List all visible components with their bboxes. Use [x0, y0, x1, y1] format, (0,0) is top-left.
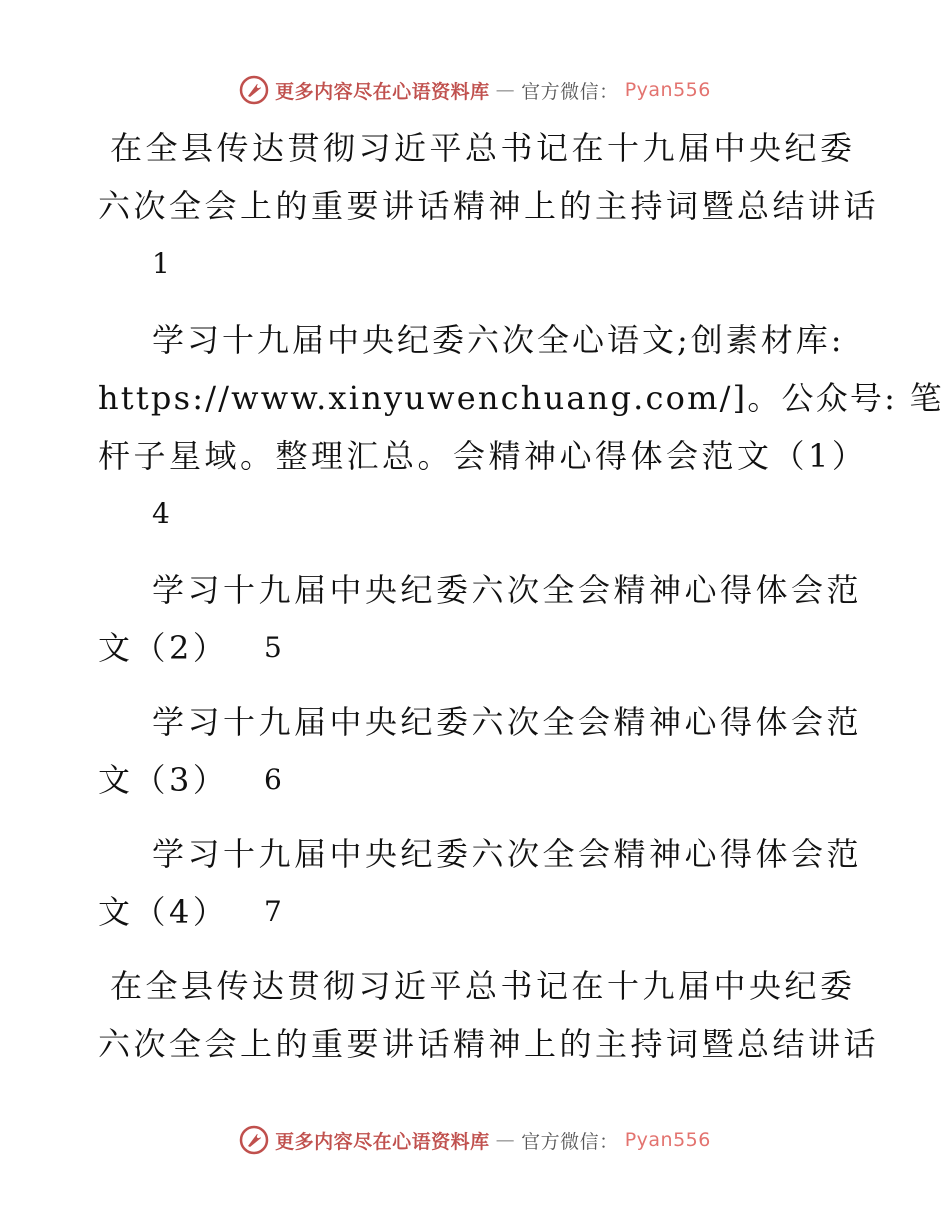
wechat-id: Pyan556: [624, 79, 711, 101]
official-wechat-label: 官方微信：: [521, 80, 619, 103]
toc-entry-5-line-2[interactable]: 文（4）: [98, 893, 229, 931]
toc-entry-1-line-1[interactable]: 在全县传达贯彻习近平总书记在十九届中央纪委: [110, 129, 856, 167]
toc-entry-3-line-1[interactable]: 学习十九届中央纪委六次全会精神心得体会范: [152, 571, 863, 609]
pen-nib-icon: [239, 75, 269, 105]
toc-entry-1-page-number[interactable]: 1: [152, 247, 170, 280]
toc-entry-4-page-number[interactable]: 6: [264, 763, 282, 796]
official-wechat-label: 官方微信：: [521, 1130, 619, 1153]
wechat-id: Pyan556: [624, 1129, 711, 1151]
brand-text: 更多内容尽在心语资料库: [275, 1130, 490, 1153]
toc-entry-2-page-number[interactable]: 4: [152, 497, 170, 530]
body-heading-line-1: 在全县传达贯彻习近平总书记在十九届中央纪委: [110, 967, 856, 1005]
toc-entry-1-line-2[interactable]: 六次全会上的重要讲话精神上的主持词暨总结讲话: [98, 187, 880, 225]
toc-entry-3-line-2[interactable]: 文（2）: [98, 629, 229, 667]
toc-entry-4-line-1[interactable]: 学习十九届中央纪委六次全会精神心得体会范: [152, 703, 863, 741]
brand-text: 更多内容尽在心语资料库: [275, 80, 490, 103]
banner-separator: —: [495, 1129, 516, 1151]
footer-banner: [0, 1122, 950, 1158]
toc-entry-2-line-3[interactable]: 杆子星域。整理汇总。会精神心得体会范文（1）: [98, 437, 868, 475]
toc-entry-5-line-1[interactable]: 学习十九届中央纪委六次全会精神心得体会范: [152, 835, 863, 873]
toc-entry-2-line-1[interactable]: 学习十九届中央纪委六次全心语文;创素材库:: [152, 321, 845, 359]
toc-entry-5-page-number[interactable]: 7: [264, 895, 282, 928]
body-heading-line-2: 六次全会上的重要讲话精神上的主持词暨总结讲话: [98, 1025, 880, 1063]
pen-nib-icon: [239, 1125, 269, 1155]
banner-separator: —: [495, 79, 516, 101]
header-banner: [0, 72, 950, 108]
toc-entry-2-line-2[interactable]: https://www.xinyuwenchuang.com/]。公众号: 笔: [98, 379, 944, 417]
toc-entry-4-line-2[interactable]: 文（3）: [98, 761, 229, 799]
toc-entry-3-page-number[interactable]: 5: [264, 631, 282, 664]
